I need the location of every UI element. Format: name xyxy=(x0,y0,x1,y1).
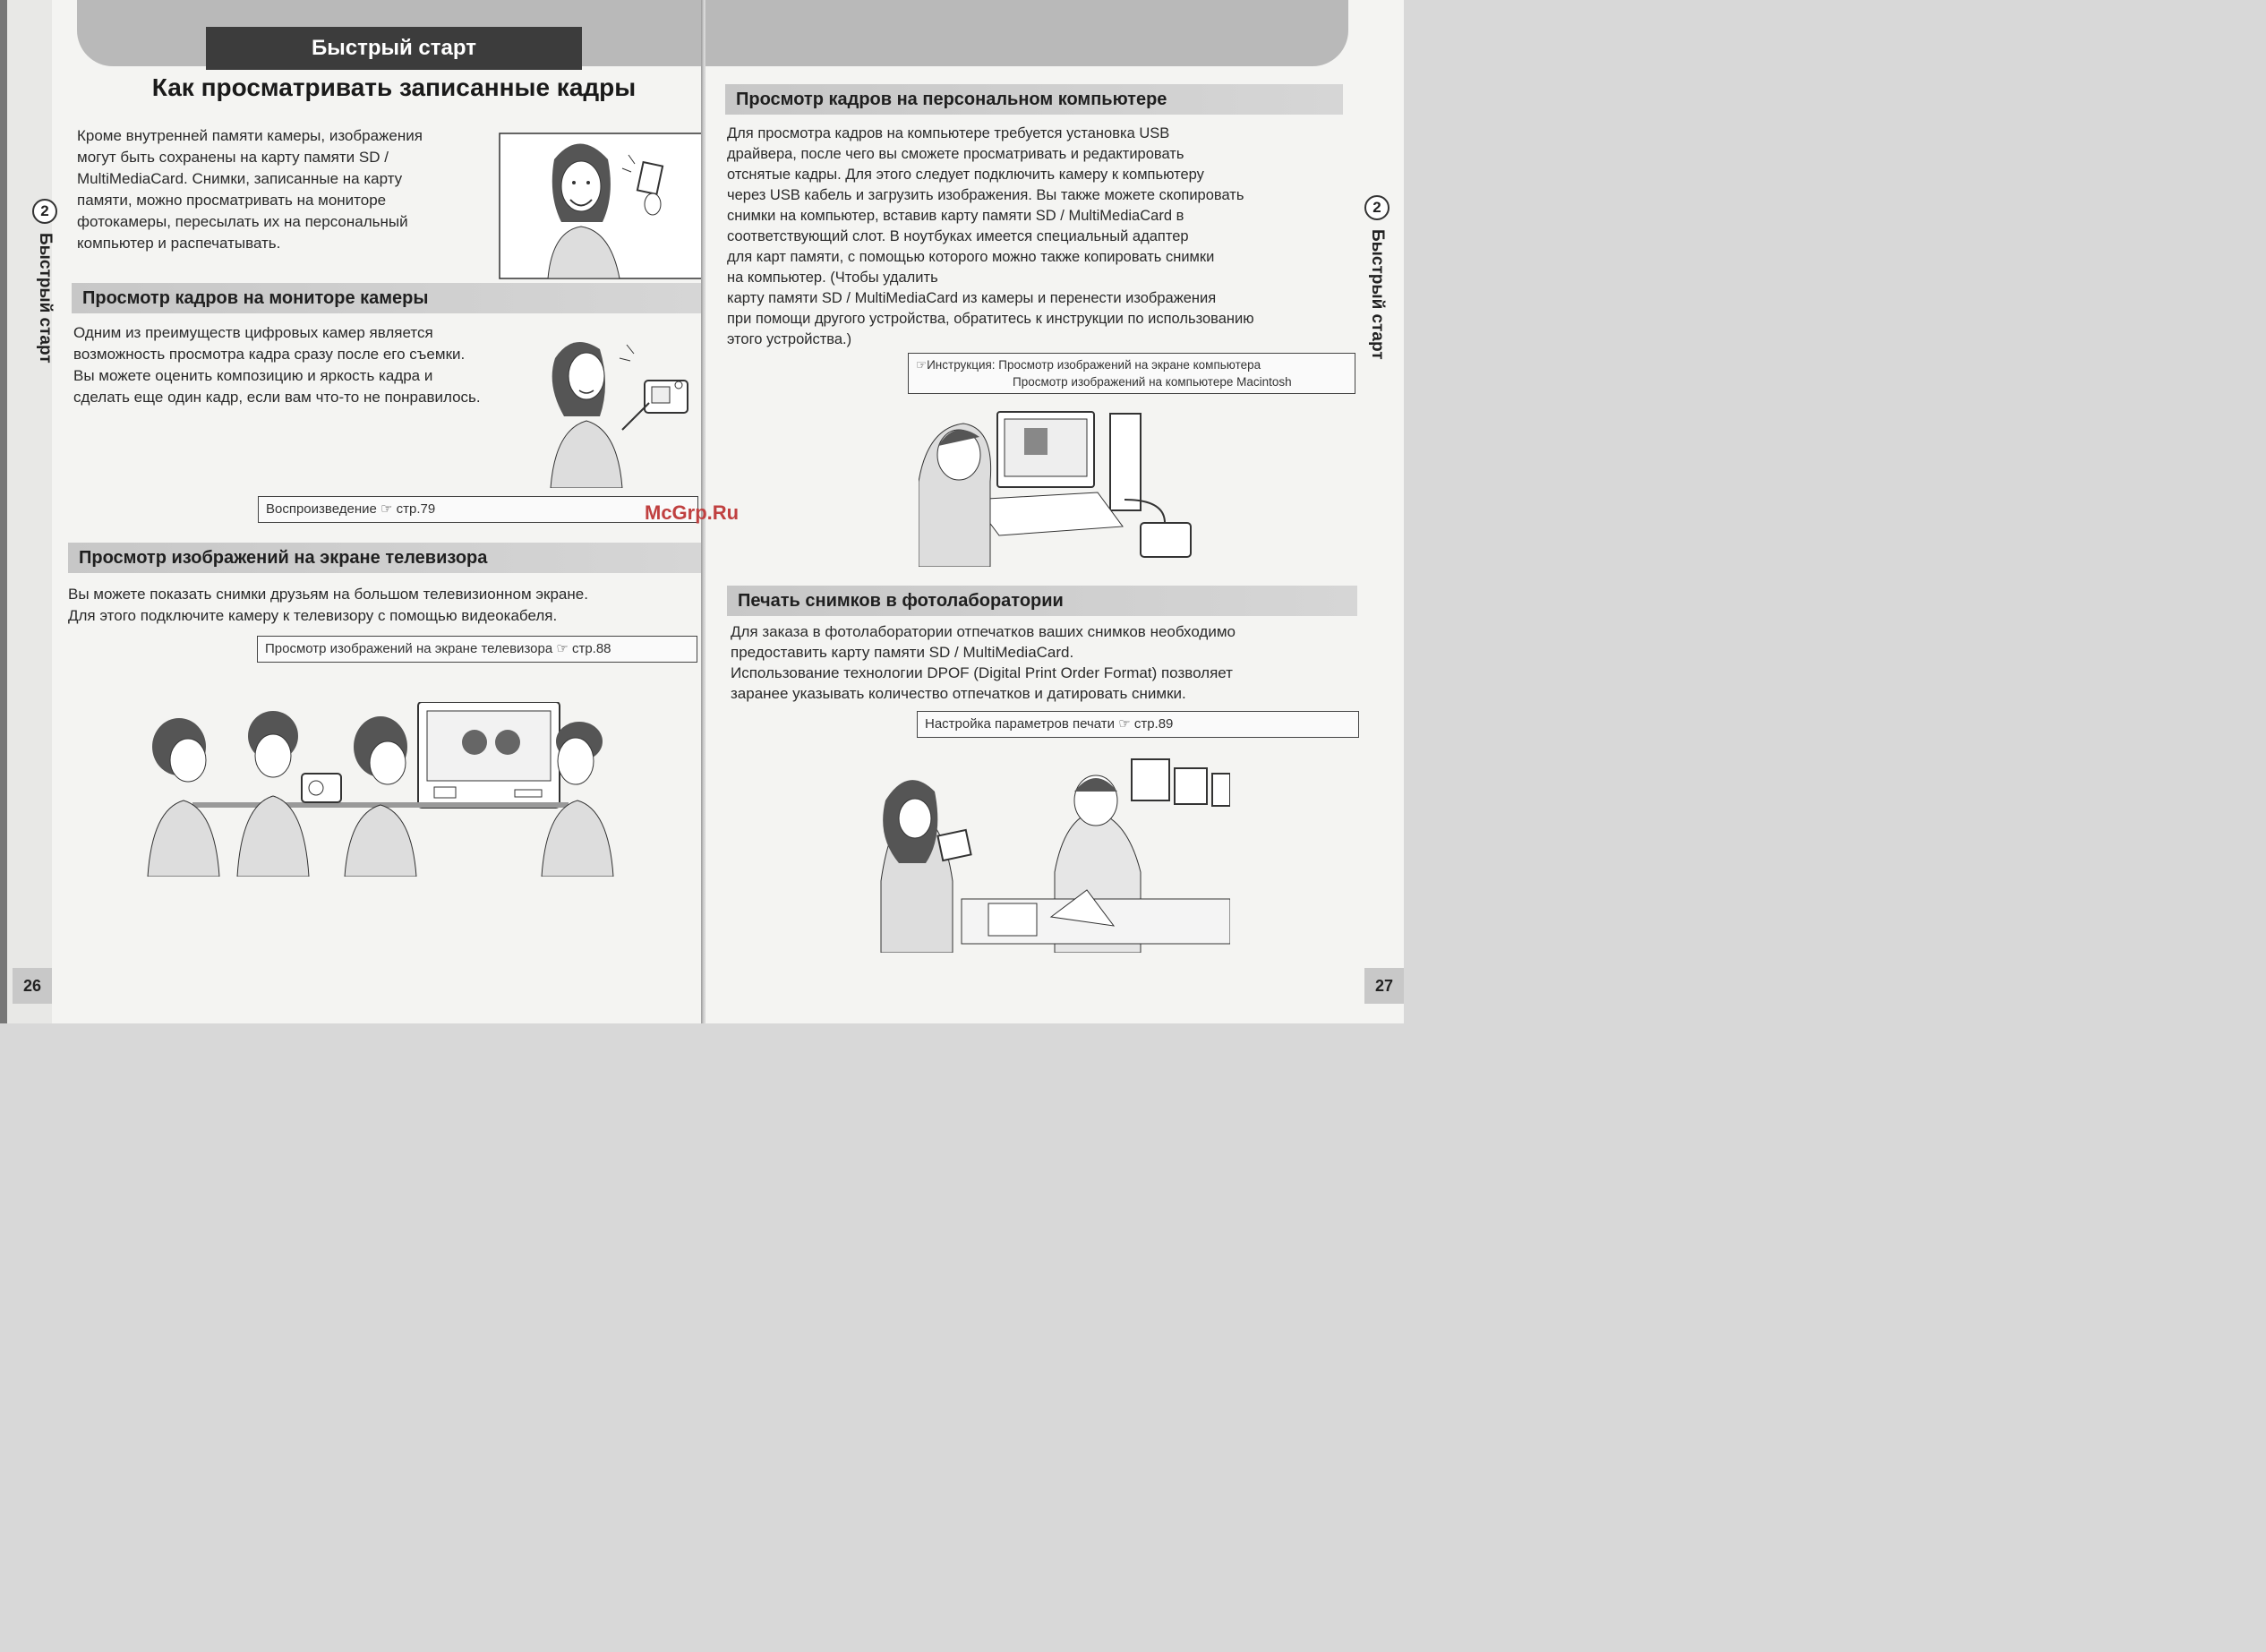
section-paragraph xyxy=(68,584,695,627)
watermark: McGrp.Ru xyxy=(645,501,740,524)
left-page xyxy=(0,0,704,1023)
right-page xyxy=(705,0,1404,1023)
woman-with-camera-illustration xyxy=(537,331,698,488)
section-paragraph xyxy=(727,124,1354,350)
page-number: 27 xyxy=(1364,968,1404,1004)
reference-text: Просмотр изображений на компьютере Macintosh xyxy=(1013,375,1292,389)
section-heading: Печать снимков в фотолаборатории xyxy=(727,586,1357,616)
text-line: Кроме внутренней памяти камеры, изображения xyxy=(77,127,423,144)
text-line: сделать еще один кадр, если вам что-то не понравилось. xyxy=(73,389,481,406)
reference-box xyxy=(917,711,1359,738)
text-line: Использование технологии DPOF (Digital Print Order Format) позволяет xyxy=(731,664,1233,681)
text-line: через USB кабель и загрузить изображения. Вы также можете скопировать xyxy=(727,187,1244,203)
text-line: отснятые кадры. Для этого следует подключить камеру к компьютеру xyxy=(727,167,1204,183)
page-number: 26 xyxy=(13,968,52,1004)
text-line: MultiMediaCard. Снимки, записанные на карту xyxy=(77,170,403,187)
section-heading: Просмотр кадров на мониторе камеры xyxy=(72,283,704,313)
text-line: Для просмотра кадров на компьютере требуется установка USB xyxy=(727,125,1170,141)
text-line: Для этого подключите камеру к телевизору с помощью видеокабеля. xyxy=(68,607,558,624)
reference-box xyxy=(258,496,698,523)
text-line: карту памяти SD / MultiMediaCard из камеры и перенести изображения xyxy=(727,290,1217,306)
page-title: Как просматривать записанные кадры xyxy=(151,73,637,101)
text-line: снимки на компьютер, вставив карту памяти SD / MultiMediaCard в xyxy=(727,208,1184,224)
text-line: компьютер и распечатывать. xyxy=(77,235,281,252)
text-line: фотокамеры, пересылать их на персональный xyxy=(77,213,408,230)
photo-lab-illustration xyxy=(872,747,1230,953)
reference-text: Просмотр изображений на экране телевизора ☞ стр.88 xyxy=(265,641,611,656)
text-line: заранее указывать количество отпечатков и датировать снимки. xyxy=(731,685,1186,702)
text-line: могут быть сохранены на карту памяти SD / xyxy=(77,149,389,166)
reference-box xyxy=(908,353,1355,394)
text-line: этого устройства.) xyxy=(727,331,852,347)
section-tag: Быстрый старт xyxy=(206,27,582,70)
text-line: возможность просмотра кадра сразу после его съемки. xyxy=(73,346,466,363)
text-line: Для заказа в фотолаборатории отпечатков ваших снимков необходимо xyxy=(731,623,1236,640)
text-line: при помощи другого устройства, обратитесь к инструкции по использованию xyxy=(727,311,1254,327)
chapter-side-tab xyxy=(25,199,64,364)
text-line: памяти, можно просматривать на мониторе xyxy=(77,192,387,209)
header-band xyxy=(705,0,1348,66)
tv-viewing-group-illustration xyxy=(139,702,622,877)
page-margin-strip xyxy=(7,0,52,1023)
reference-text: Настройка параметров печати ☞ стр.89 xyxy=(925,716,1174,732)
chapter-number: 2 xyxy=(1364,195,1390,220)
text-line: Вы можете показать снимки друзьям на большом телевизионном экране. xyxy=(68,586,588,603)
section-heading: Просмотр кадров на персональном компьютере xyxy=(725,84,1343,115)
text-line: на компьютер. (Чтобы удалить xyxy=(727,270,938,286)
page-edge xyxy=(0,0,7,1023)
text-line: драйвера, после чего вы сможете просматривать и редактировать xyxy=(727,146,1184,162)
text-line: предоставить карту памяти SD / MultiMediaCard. xyxy=(731,644,1074,661)
reference-text: ☞Инструкция: Просмотр изображений на экране компьютера xyxy=(916,358,1261,372)
intro-paragraph xyxy=(77,125,489,254)
section-paragraph xyxy=(73,322,539,408)
section-heading: Просмотр изображений на экране телевизора xyxy=(68,543,704,573)
text-line: Вы можете оценить композицию и яркость кадра и xyxy=(73,367,433,384)
reference-text: Воспроизведение ☞ стр.79 xyxy=(266,501,436,517)
chapter-title: Быстрый старт xyxy=(1368,229,1387,360)
woman-with-memory-card-illustration xyxy=(499,133,703,279)
chapter-side-tab xyxy=(1357,195,1397,360)
text-line: Одним из преимуществ цифровых камер является xyxy=(73,324,433,341)
section-paragraph xyxy=(731,621,1357,704)
text-line: для карт памяти, с помощью которого можно также копировать снимки xyxy=(727,249,1215,265)
computer-user-illustration xyxy=(919,410,1205,567)
chapter-number: 2 xyxy=(32,199,57,224)
reference-box xyxy=(257,636,697,663)
text-line: соответствующий слот. В ноутбуках имеется специальный адаптер xyxy=(727,228,1189,244)
chapter-title: Быстрый старт xyxy=(36,233,55,364)
